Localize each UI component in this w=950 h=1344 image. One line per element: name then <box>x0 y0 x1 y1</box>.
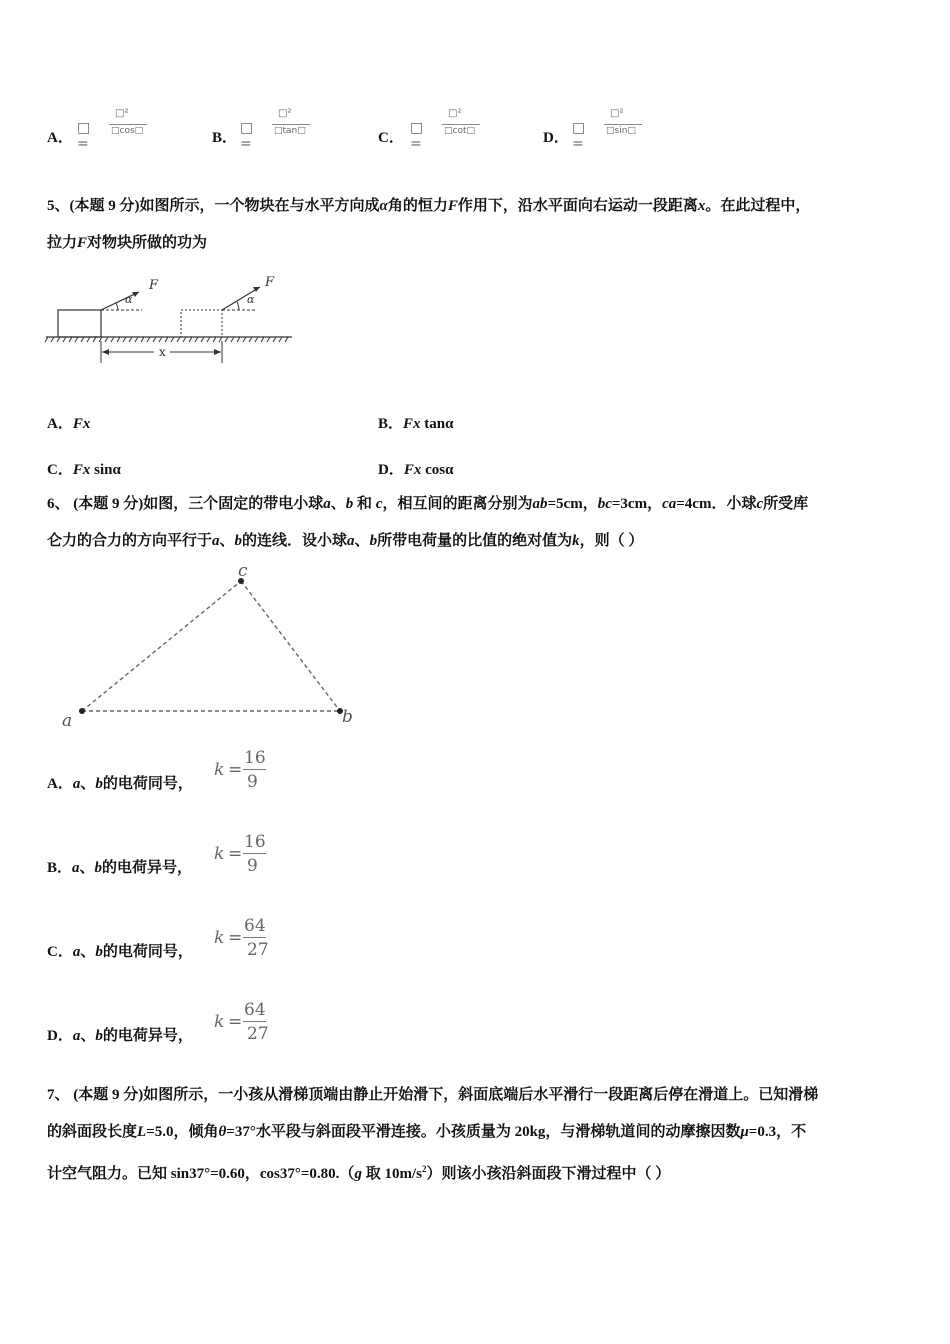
q5-figure <box>44 270 294 370</box>
q5-option-b: B．Fx tanα <box>378 416 454 432</box>
q6-stem-line1: 6、 (本题 9 分)如图，三个固定的带电小球a、b 和 c，相互间的距离分别为ab=5cm，bc=3cm，ca=4cm．小球c所受库 <box>47 496 809 512</box>
q5-option-a: A．Fx <box>47 416 91 432</box>
q5-stem-line1: 5、(本题 9 分)如图所示，一个物块在与水平方向成α角的恒力F作用下，沿水平面向右运动一段距离x。在此过程中， <box>47 198 811 214</box>
label-b: b <box>342 707 353 727</box>
q4-option-d: D． <box>543 130 569 146</box>
q6-option-d: D．a、b的电荷异号， <box>47 1028 193 1044</box>
q6-triangle-figure <box>58 560 368 735</box>
q6-option-b: B．a、b的电荷异号， <box>47 860 193 876</box>
label-c: c <box>238 561 248 581</box>
q5-fig-alpha-end: α <box>247 293 255 306</box>
q4-option-c: C． <box>378 130 404 146</box>
q5-fig-alpha-start: α <box>125 293 133 306</box>
q5-stem-line2: 拉力F对物块所做的功为 <box>47 235 208 251</box>
q5-fig-force-start: F <box>149 278 159 293</box>
q7-stem-line2: 的斜面段长度L=5.0，倾角θ=37°水平段与斜面段平滑连接。小孩质量为 20kg，与滑梯轨道间的动摩擦因数μ=0.3，不 <box>47 1124 807 1140</box>
q5-block-end <box>181 310 222 337</box>
q6-stem-line2: 仑力的合力的方向平行于a、b的连线．设小球a、b所带电荷量的比值的绝对值为k，则（ ） <box>47 533 644 549</box>
q5-block-start <box>58 310 101 337</box>
label-a: a <box>62 711 73 731</box>
q4-option-b: B． <box>212 130 238 146</box>
q7-stem-line3: 计空气阻力。已知 sin37°=0.60，cos37°=0.80.（g 取 $10m/s^2$）则该小孩沿斜面段下滑过程中（ ） <box>47 1164 671 1182</box>
q5-option-d: D．Fx cosα <box>378 462 454 478</box>
q7-stem-line1: 7、 (本题 9 分)如图所示，一小孩从滑梯顶端由静止开始滑下，斜面底端后水平滑行一段距离后停在滑道上。已知滑梯 <box>47 1087 819 1103</box>
q6-option-c: C．a、b的电荷同号， <box>47 944 193 960</box>
q6-option-a: A．a、b的电荷同号， <box>47 776 193 792</box>
q5-fig-distance: x <box>159 345 166 359</box>
charge-a-dot <box>79 708 85 714</box>
q5-option-c: C．Fx sinα <box>47 462 121 478</box>
q5-fig-force-end: F <box>265 275 275 290</box>
q4-option-a: A． <box>47 130 73 146</box>
